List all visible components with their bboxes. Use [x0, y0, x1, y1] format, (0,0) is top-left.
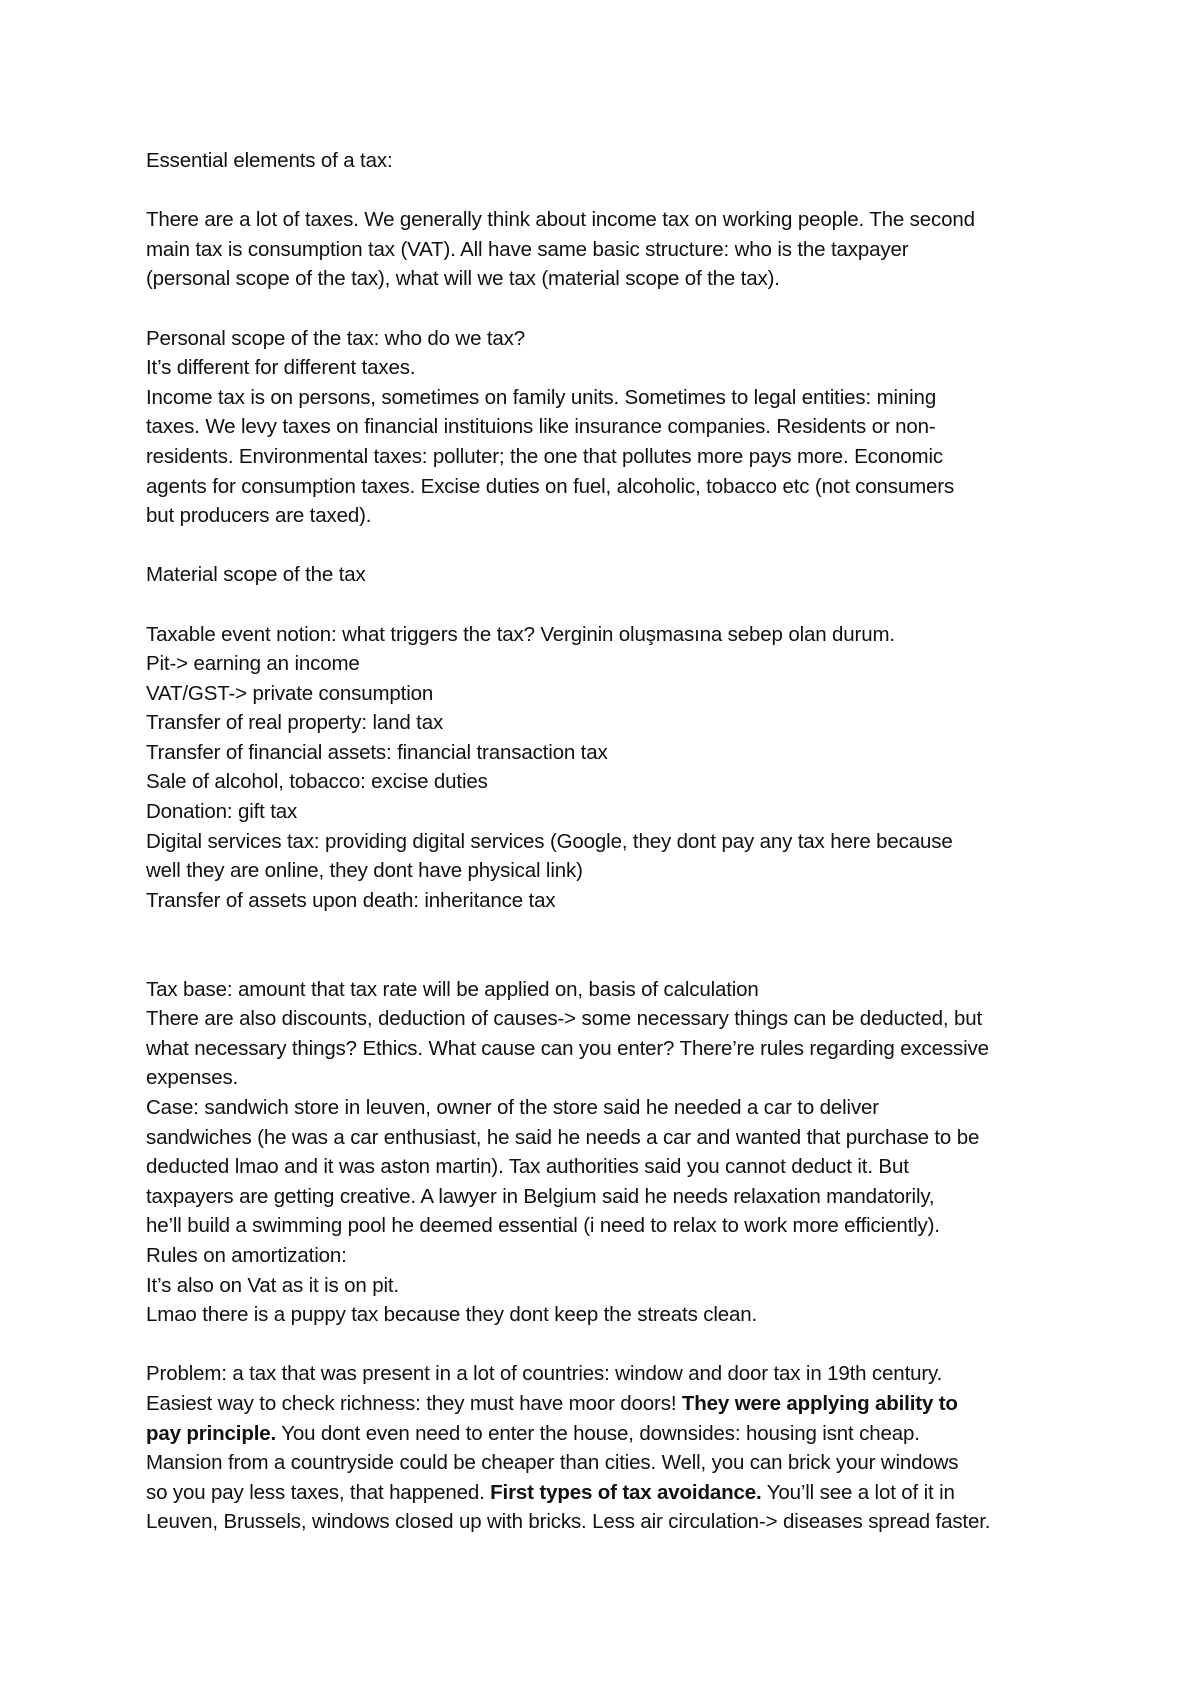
personal-scope-line: residents. Environmental taxes: polluter; the one that pollutes more pays more. Economic: [146, 444, 943, 468]
material-scope-line: Digital services tax: providing digital services (Google, they dont pay any tax here because: [146, 829, 953, 853]
material-scope-line: Transfer of assets upon death: inheritance tax: [146, 888, 556, 912]
document-title: Essential elements of a tax:: [146, 149, 393, 172]
tax-base-line: expenses.: [146, 1066, 239, 1090]
material-scope-line: Transfer of real property: land tax: [146, 711, 444, 735]
intro-line: There are a lot of taxes. We generally think about income tax on working people. The second: [146, 208, 975, 232]
problem-bold-text: pay principle.: [146, 1421, 277, 1445]
intro-line: main tax is consumption tax (VAT). All have same basic structure: who is the taxpayer: [146, 237, 909, 261]
problem-line: [146, 1389, 1086, 1419]
personal-scope-line: but producers are taxed).: [146, 504, 372, 528]
tax-base-line: taxpayers are getting creative. A lawyer in Belgium said he needs relaxation mandatorily,: [146, 1184, 935, 1208]
material-scope-line: Transfer of financial assets: financial transaction tax: [146, 740, 608, 764]
material-scope-line: well they are online, they dont have physical link): [146, 859, 583, 883]
problem-line: [146, 1419, 1086, 1449]
tax-base-line: It’s also on Vat as it is on pit.: [146, 1273, 399, 1297]
material-scope-line: Pit-> earning an income: [146, 652, 360, 676]
personal-scope-line: It’s different for different taxes.: [146, 356, 416, 380]
problem-text: You’ll see a lot of it in: [761, 1480, 955, 1504]
tax-base-line: Tax base: amount that tax rate will be applied on, basis of calculation: [146, 977, 759, 1001]
personal-scope-line: Income tax is on persons, sometimes on family units. Sometimes to legal entities: mining: [146, 385, 937, 409]
personal-scope-line: agents for consumption taxes. Excise duties on fuel, alcoholic, tobacco etc (not consumers: [146, 474, 955, 498]
problem-text: Easiest way to check richness: they must have moor doors!: [146, 1391, 682, 1415]
spacer: [146, 590, 1086, 620]
material-scope-line: VAT/GST-> private consumption: [146, 681, 434, 705]
tax-base-line: he’ll build a swimming pool he deemed essential (i need to relax to work more efficiently).: [146, 1214, 940, 1238]
spacer: [146, 915, 1086, 974]
tax-base-line: sandwiches (he was a car enthusiast, he said he needs a car and wanted that purchase to be: [146, 1125, 980, 1149]
material-scope-line: Taxable event notion: what triggers the tax? Verginin oluşmasına sebep olan durum.: [146, 622, 895, 646]
material-scope-line: Donation: gift tax: [146, 800, 298, 824]
intro-line: (personal scope of the tax), what will we tax (material scope of the tax).: [146, 267, 780, 291]
personal-scope-line: taxes. We levy taxes on financial instituions like insurance companies. Residents or non-: [146, 415, 936, 439]
problem-line: [146, 1478, 1086, 1508]
problem-line: Mansion from a countryside could be cheaper than cities. Well, you can brick your windows: [146, 1451, 959, 1475]
material-scope-heading: Material scope of the tax: [146, 563, 366, 587]
tax-base-line: what necessary things? Ethics. What cause can you enter? There’re rules regarding excessive: [146, 1036, 989, 1060]
problem-bold-text: They were applying ability to: [681, 1391, 958, 1415]
problem-bold-text: First types of tax avoidance.: [490, 1480, 762, 1504]
problem-line: Problem: a tax that was present in a lot of countries: window and door tax in 19th century.: [146, 1362, 943, 1386]
material-scope-line: Sale of alcohol, tobacco: excise duties: [146, 770, 488, 794]
tax-base-line: There are also discounts, deduction of causes-> some necessary things can be deducted, but: [146, 1007, 983, 1031]
tax-base-line: Lmao there is a puppy tax because they dont keep the streats clean.: [146, 1303, 758, 1327]
spacer: [146, 294, 1086, 324]
problem-line: Leuven, Brussels, windows closed up with bricks. Less air circulation-> diseases spread faster.: [146, 1510, 991, 1534]
problem-text: You dont even need to enter the house, downsides: housing isnt cheap.: [276, 1421, 920, 1445]
personal-scope-heading: Personal scope of the tax: who do we tax?: [146, 326, 526, 350]
tax-base-line: Case: sandwich store in leuven, owner of the store said he needed a car to deliver: [146, 1096, 879, 1119]
spacer: [146, 531, 1086, 561]
tax-base-line: Rules on amortization:: [146, 1243, 347, 1267]
problem-text: so you pay less taxes, that happened.: [146, 1480, 491, 1504]
spacer: [146, 176, 1086, 206]
tax-base-line: deducted lmao and it was aston martin). Tax authorities said you cannot deduct it. But: [146, 1155, 909, 1179]
spacer: [146, 1330, 1086, 1360]
document-body: [146, 146, 1086, 1537]
